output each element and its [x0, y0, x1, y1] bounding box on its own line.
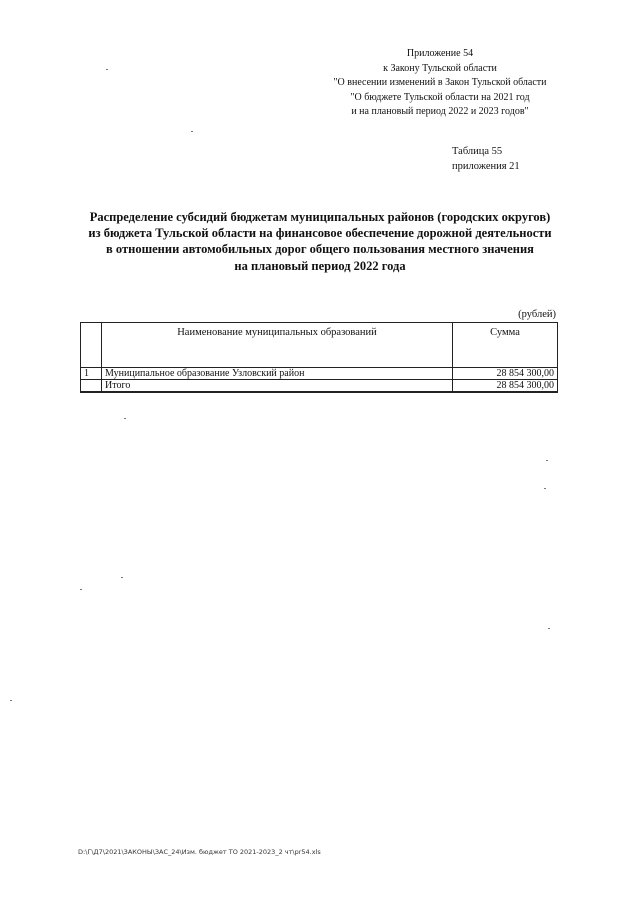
header-name: Наименование муниципальных образований	[102, 323, 453, 368]
scan-speck	[121, 577, 123, 578]
annex-line: "О бюджете Тульской области на 2021 год	[350, 91, 530, 103]
scan-speck	[546, 460, 548, 461]
table-total-row	[81, 380, 558, 393]
annex-line: и на плановый период 2022 и 2023 годов"	[351, 106, 529, 118]
title-line: Распределение субсидий бюджетам муниципальных районов (городских округов)	[89, 210, 551, 224]
total-label: Итого	[102, 380, 453, 393]
row-name: Муниципальное образование Узловский район	[102, 368, 453, 380]
annex-header	[320, 47, 560, 120]
scan-speck	[191, 131, 193, 132]
header-sum: Сумма	[453, 323, 558, 368]
total-sum: 28 854 300,00	[453, 380, 558, 393]
row-number: 1	[81, 368, 102, 380]
scan-speck	[80, 589, 82, 590]
title-line: в отношении автомобильных дорог общего пользования местного значения	[106, 242, 534, 257]
annex-line: Приложение 54	[406, 48, 474, 59]
annex-line: к Закону Тульской области	[383, 62, 497, 74]
scan-speck	[544, 488, 546, 489]
table-reference	[452, 145, 520, 174]
table-ref-line: Таблица 55	[452, 146, 503, 157]
title-line: на плановый период 2022 года	[234, 258, 406, 273]
header-number	[81, 323, 102, 368]
scan-speck	[10, 700, 12, 701]
scan-speck	[548, 628, 550, 629]
table-header-row	[81, 323, 558, 368]
document-title	[60, 209, 580, 274]
currency-unit-label: (рублей)	[518, 309, 556, 320]
scan-speck	[124, 418, 126, 419]
annex-line: "О внесении изменений в Закон Тульской области	[333, 77, 547, 89]
scan-speck	[106, 69, 108, 70]
row-sum: 28 854 300,00	[453, 368, 558, 380]
table-row	[81, 368, 558, 380]
file-path-footer: D:\Г\Д7\2021\ЗАКОНЫ\ЗАС_24\Изм. бюджет ТО 2021-2023_2 чт\pr54.xls	[78, 848, 321, 856]
subsidy-table	[80, 322, 558, 393]
table-ref-line: приложения 21	[452, 160, 520, 172]
total-number	[81, 380, 102, 393]
title-line: из бюджета Тульской области на финансовое обеспечение дорожной деятельности	[88, 226, 552, 241]
